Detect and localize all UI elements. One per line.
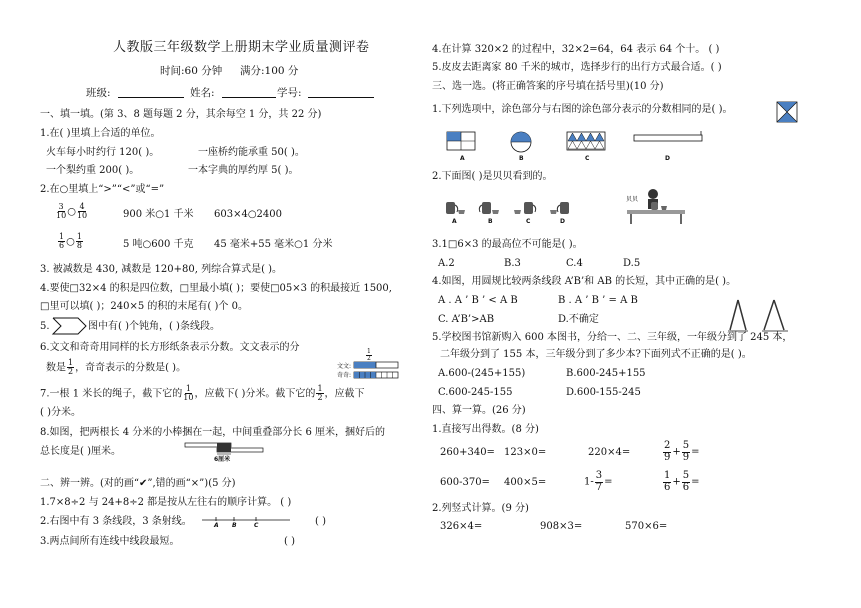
observer-label: 贝贝: [626, 196, 639, 203]
s2-q5: 5.皮皮去距离家 80 千米的城市，选择步行的出行方式最合适。( ): [432, 62, 722, 73]
calc-8: $\frac{1}{6}$ + $\frac{5}{6}$ =: [664, 470, 700, 493]
section-2-heading: 二、辨一辨。(对的画“✔”,错的画“×”)(5 分): [40, 478, 236, 489]
option-c-triangles-figure: [566, 131, 608, 153]
s2-q2: 2.右图中有 3 条线段，3 条射线。: [40, 516, 192, 527]
vertical-calc-1: 326×4=: [440, 521, 483, 532]
s3-q2-option-b[interactable]: B: [488, 218, 493, 225]
reference-shaded-square: [776, 101, 798, 123]
calc-4: $\frac{2}{9}$ + $\frac{5}{9}$ =: [664, 440, 700, 463]
compass-figure: [728, 298, 790, 334]
s1-q5-text: 图中有( )个钝角，( )条线段。: [88, 321, 220, 332]
name-field[interactable]: [222, 88, 276, 101]
s3-q3: 3.1□6×3 的最高位不可能是( )。: [432, 239, 583, 250]
s3-q3-option-a[interactable]: A.2: [438, 258, 455, 269]
s1-q2-fraction-compare-2: $\frac{1}{6}$ ○ $\frac{1}{8}$: [59, 232, 82, 251]
s1-q3: 3. 被减数是 430, 减数是 120+80, 列综合算式是( )。: [40, 264, 283, 275]
s3-q2-option-a[interactable]: A: [452, 218, 457, 225]
s1-q5-number: 5.: [40, 321, 50, 332]
fraction-strips-figure: [354, 362, 400, 380]
s2-q1: 1.7×8÷2 与 24+8÷2 都是按从左往右的顺序计算。 ( ): [40, 497, 292, 508]
option-a-rectangle-figure: [446, 131, 478, 153]
s2-q2-answer[interactable]: ( ): [315, 516, 326, 527]
s3-q4-option-a[interactable]: A . A ’ B ’ < A B: [438, 295, 518, 306]
s1-q1-b: 一座桥约能承重 50( )。: [198, 147, 305, 158]
s1-q1-a: 火车每小时约行 120( )。: [46, 147, 160, 158]
id-field[interactable]: [308, 88, 374, 101]
calc-3: 220×4=: [588, 447, 631, 458]
s2-q3: 3.两点间所有连线中线段最短。: [40, 536, 180, 547]
calc-1: 260+340=: [440, 447, 495, 458]
s3-q4: 4.如图，用圆规比较两条线段 A’B’和 AB 的长短，其中正确的是( )。: [432, 276, 737, 287]
s3-q5-line1: 5.学校图书馆新购入 600 本图书，分给一、二、三年级，一年级分到了 245 本，: [432, 332, 793, 343]
point-a-label: A: [214, 522, 219, 529]
s3-q1-option-a[interactable]: A: [460, 155, 465, 162]
strip-figure-fraction: $\frac{1}{2}$: [367, 348, 371, 363]
s3-q1-option-c[interactable]: C: [585, 155, 590, 162]
overlap-length-label: 6厘米: [214, 456, 231, 463]
s1-q2-e: 5 吨○600 千克: [123, 239, 194, 250]
s1-q1-d: 一本字典的厚约厚 5( )。: [188, 165, 299, 176]
section-1-heading: 一、填一填。(第 3、8 题每题 2 分，其余每空 1 分，共 22 分): [40, 109, 322, 120]
s1-q2-f: 45 毫米+55 毫米○1 分米: [214, 239, 333, 250]
class-label: 班级:: [86, 87, 111, 99]
option-b-circle-figure: [509, 130, 533, 154]
section-4-heading: 四、算一算。(26 分): [432, 405, 526, 416]
s3-q5-option-c[interactable]: C.600-245-155: [438, 387, 513, 398]
s1-q4-line1: 4.要使□32×4 的积是四位数，□里最小填( )；要使□05×3 的积最接近 1500,: [40, 283, 392, 294]
s3-q3-option-b[interactable]: B.3: [504, 258, 521, 269]
calc-7: 1- $\frac{3}{7}$ =: [584, 470, 613, 493]
s3-q5-option-b[interactable]: B.600-245+155: [566, 368, 646, 379]
calc-2: 123×0=: [504, 447, 547, 458]
s1-q2: 2.在○里填上“>”“<”或“=”: [40, 184, 165, 195]
s3-q5-option-d[interactable]: D.600-155-245: [566, 387, 641, 398]
s1-q2-b: 900 米○1 千米: [123, 209, 194, 220]
s2-q3-answer[interactable]: ( ): [284, 536, 295, 547]
s3-q1-option-b[interactable]: B: [519, 155, 524, 162]
s3-q4-option-d[interactable]: D.不确定: [558, 314, 599, 325]
vertical-calc-2: 908×3=: [540, 521, 583, 532]
point-c-label: C: [254, 522, 259, 529]
point-b-label: B: [232, 522, 237, 529]
strip-label-wenwen: 文文:: [337, 363, 352, 370]
s3-q5-option-a[interactable]: A.600-(245+155): [438, 368, 526, 379]
name-label: 姓名:: [190, 87, 215, 99]
class-field[interactable]: [118, 88, 184, 101]
s1-q8-line1: 8.如图，把两根长 4 分米的小棒捆在一起，中间重叠部分长 6 厘米，捆好后的: [40, 427, 385, 438]
s3-q2-option-d[interactable]: D: [560, 218, 565, 225]
s4-q2: 2.列竖式计算。(9 分): [432, 503, 529, 514]
section-3-heading: 三、选一选。(将正确答案的序号填在括号里)(10 分): [432, 81, 664, 92]
s1-q6-line2: 数是 $\frac{1}{2}$ ，奇奇表示的分数是( )。: [46, 358, 187, 377]
s3-q3-option-c[interactable]: C.4: [566, 258, 583, 269]
s1-q7-line2: ( )分米。: [40, 407, 81, 418]
vertical-calc-3: 570×6=: [625, 521, 668, 532]
observer-scene-figure: [627, 186, 687, 226]
s1-q2-fraction-compare-1: $\frac{3}{10}$ ○ $\frac{4}{10}$: [56, 202, 88, 221]
s3-q3-option-d[interactable]: D.5: [623, 258, 641, 269]
s1-q1-c: 一个梨约重 200( )。: [46, 165, 140, 176]
s1-q6-line1: 6.文文和奇奇用同样的长方形纸条表示分数。文文表示的分: [40, 342, 300, 353]
s2-q4: 4.在计算 320×2 的过程中，32×2=64，64 表示 64 个十。 ( ): [432, 44, 720, 55]
s3-q2-option-c[interactable]: C: [526, 218, 531, 225]
s1-q8-line2: 总长度是( )厘米。: [40, 446, 121, 457]
s1-q7-line1: 7.一根 1 米长的绳子，截下它的 $\frac{1}{10}$ ，应截下( )分米。截下它的 $\frac{1}{2}$ ，应截下: [40, 384, 365, 403]
s3-q5-line2: 二年级分到了 155 本，三年级分到了多少本?下面列式不正确的是( )。: [440, 349, 752, 360]
s4-q1: 1.直接写出得数。(8 分): [432, 424, 539, 435]
s1-q2-c: 603×4○2400: [214, 209, 283, 220]
exam-time: 时间:60 分钟: [160, 65, 223, 77]
exam-score: 满分:100 分: [240, 65, 299, 77]
s3-q4-option-c[interactable]: C. A’B’>AB: [438, 314, 495, 325]
angle-shape-figure: [52, 316, 88, 336]
id-label: 学号:: [277, 87, 302, 99]
teapot-cup-views-figure: [442, 196, 582, 218]
calc-5: 600-370=: [440, 477, 490, 488]
strip-label-qiqi: 奇奇:: [337, 372, 352, 379]
option-d-strip-figure: [633, 130, 705, 146]
s3-q4-option-b[interactable]: B . A ’ B ’ = A B: [558, 295, 638, 306]
s3-q1: 1.下列选项中，涂色部分与右图的涂色部分表示的分数相同的是( )。: [432, 104, 733, 115]
s3-q2: 2.下面图( )是贝贝看到的。: [432, 171, 553, 182]
page-title: 人教版三年级数学上册期末学业质量测评卷: [113, 40, 370, 55]
s3-q1-option-d[interactable]: D: [665, 155, 670, 162]
s1-q4-line2: □里可以填( )；240×5 的积的末尾有( )个 0。: [40, 301, 248, 312]
calc-6: 400×5=: [504, 477, 547, 488]
s1-q1: 1.在( )里填上合适的单位。: [40, 128, 161, 139]
